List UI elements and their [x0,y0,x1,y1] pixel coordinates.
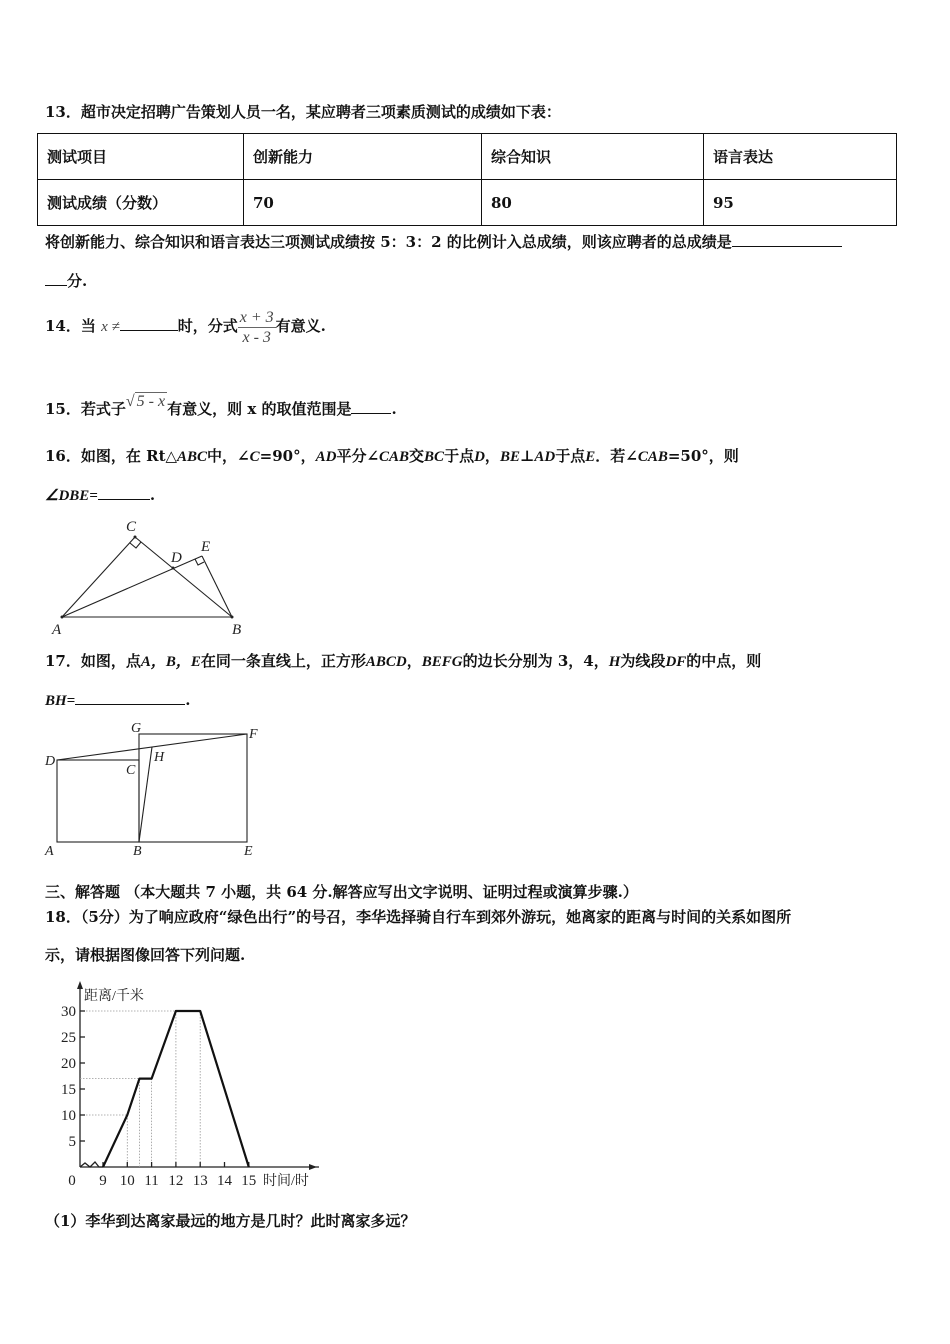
table-header-row [38,134,897,180]
label-b: B [232,622,242,638]
q14-var: x ≠ [101,319,120,335]
table-cell: 创新能力 [244,134,482,180]
y-tick-label: 5 [68,1134,76,1150]
label-h: H [154,750,165,765]
text: BH= [45,693,76,709]
text: A，B，E [140,654,201,670]
q14-mid: 时，分式 [177,317,238,335]
table-cell: 语言表达 [704,134,897,180]
y-tick-label: 20 [61,1056,76,1072]
distance-time-chart [55,975,325,1195]
text: CAB [379,449,410,465]
label-e: E [244,844,253,859]
text: 交 [409,447,425,465]
label-d: D [171,550,182,566]
text: ， [406,652,422,670]
table-cell: 70 [244,180,482,226]
q14 [45,305,326,348]
radicand: 5 - x [136,393,166,410]
text: CAB [637,449,668,465]
q15 [45,393,397,420]
x-axis-label: 时间/时 [263,1174,309,1189]
answer-blank[interactable] [120,316,178,331]
label-a: A [52,622,62,638]
q16-line2 [45,485,155,506]
x-tick-label: 14 [217,1173,232,1189]
triangle-figure [40,510,260,640]
answer-blank[interactable] [732,232,842,247]
text: =50°，则 [667,447,739,465]
section-title: 三、解答题 （本大题共 7 小题，共 64 分.解答应写出文字说明、证明过程或演算步骤.） [45,883,638,901]
axis-break-icon [80,1162,103,1167]
text: =90°， [259,447,316,465]
fraction-denominator: x - 3 [242,328,271,346]
answer-blank[interactable] [75,690,185,705]
answer-blank[interactable] [98,485,150,500]
table-cell: 测试项目 [38,134,244,180]
text: 16．如图，在 Rt△ [45,447,178,465]
q13-stem: 13．超市决定招聘广告策划人员一名，某应聘者三项素质测试的成绩如下表： [45,103,561,121]
q15-end: . [391,400,397,418]
q18-line2: 示，请根据图像回答下列问题. [45,946,246,964]
table-cell: 测试成绩（分数） [38,180,244,226]
table-cell: 95 [704,180,897,226]
text: ．若∠ [595,447,638,465]
label-f: F [249,727,258,742]
text: BEFG [421,654,463,670]
q15-suffix: 有意义，则 x 的取值范围是 [167,400,352,418]
text: 在同一条直线上，正方形 [200,652,366,670]
x-tick-label: 0 [68,1173,76,1189]
label-c: C [126,519,137,535]
table-row [38,180,897,226]
x-tick-label: 13 [192,1173,208,1189]
text: AD [315,449,337,465]
text: 17．如图，点 [45,652,141,670]
q13-follow-text: 将创新能力、综合知识和语言表达三项测试成绩按 5：3：2 的比例计入总成绩，则该应聘者的总成绩是 [45,233,732,251]
label-d: D [45,754,56,769]
text: 中，∠ [207,447,250,465]
text: ⊥ [519,447,535,465]
text: E [585,449,596,465]
q14-suffix: 有意义. [275,317,326,335]
table-cell: 80 [482,180,704,226]
text: 于点 [555,447,586,465]
x-tick-label: 10 [119,1173,135,1189]
q18-line1: 18．（5分）为了响应政府“绿色出行”的号召，李华选择骑自行车到郊外游玩，她离家的距离与时间的关系如图所 [45,908,792,926]
text: DF [665,654,687,670]
x-axis-arrow-icon [309,1164,317,1170]
text: 平分∠ [336,447,380,465]
fraction-numerator: x + 3 [239,308,274,326]
q15-prefix: 15．若式子 [45,400,126,418]
text: H [608,654,621,670]
x-tick-label: 15 [241,1173,257,1189]
text: AD [534,449,556,465]
y-tick-label: 15 [61,1082,76,1098]
x-tick-label: 12 [168,1173,184,1189]
squares-figure [40,715,270,860]
q18-sub1: （1）李华到达离家最远的地方是几时？此时离家多远？ [45,1212,416,1230]
y-tick-label: 25 [61,1030,76,1046]
text: ABCD [365,654,407,670]
label-c: C [126,763,136,778]
q13-follow [45,232,842,252]
text: 为线段 [620,652,666,670]
answer-blank[interactable] [351,399,391,414]
label-e: E [201,539,211,555]
answer-blank-cont[interactable] [45,271,67,286]
q13-unit-line [45,271,87,291]
q13-unit: 分. [67,272,88,290]
text: 于点 [444,447,475,465]
label-b: B [133,844,142,859]
y-tick-label: 30 [61,1004,76,1020]
text: ABC [177,449,208,465]
q16-line1 [45,446,739,467]
text: C [249,449,260,465]
q14-prefix: 14．当 [45,317,96,335]
text: 的边长分别为 3，4， [462,652,609,670]
text: . [185,691,191,709]
x-tick-label: 9 [99,1173,107,1189]
q17-line2 [45,690,190,711]
text: 的中点，则 [686,652,762,670]
sqrt-expression: √ 5 - x [125,393,166,410]
text: BC [424,449,445,465]
text: ∠DBE= [45,488,98,504]
text: BE [499,449,520,465]
score-table [37,133,897,226]
fraction [238,308,276,347]
y-axis-label: 距离/千米 [84,989,144,1004]
label-a: A [45,844,54,859]
y-axis-arrow-icon [77,981,83,989]
label-g: G [131,721,142,736]
text: D [474,449,485,465]
x-tick-label: 11 [144,1173,159,1189]
table-cell: 综合知识 [482,134,704,180]
text: ， [484,447,500,465]
text: . [149,486,156,504]
y-tick-label: 10 [61,1108,76,1124]
q17-line1 [45,651,761,672]
